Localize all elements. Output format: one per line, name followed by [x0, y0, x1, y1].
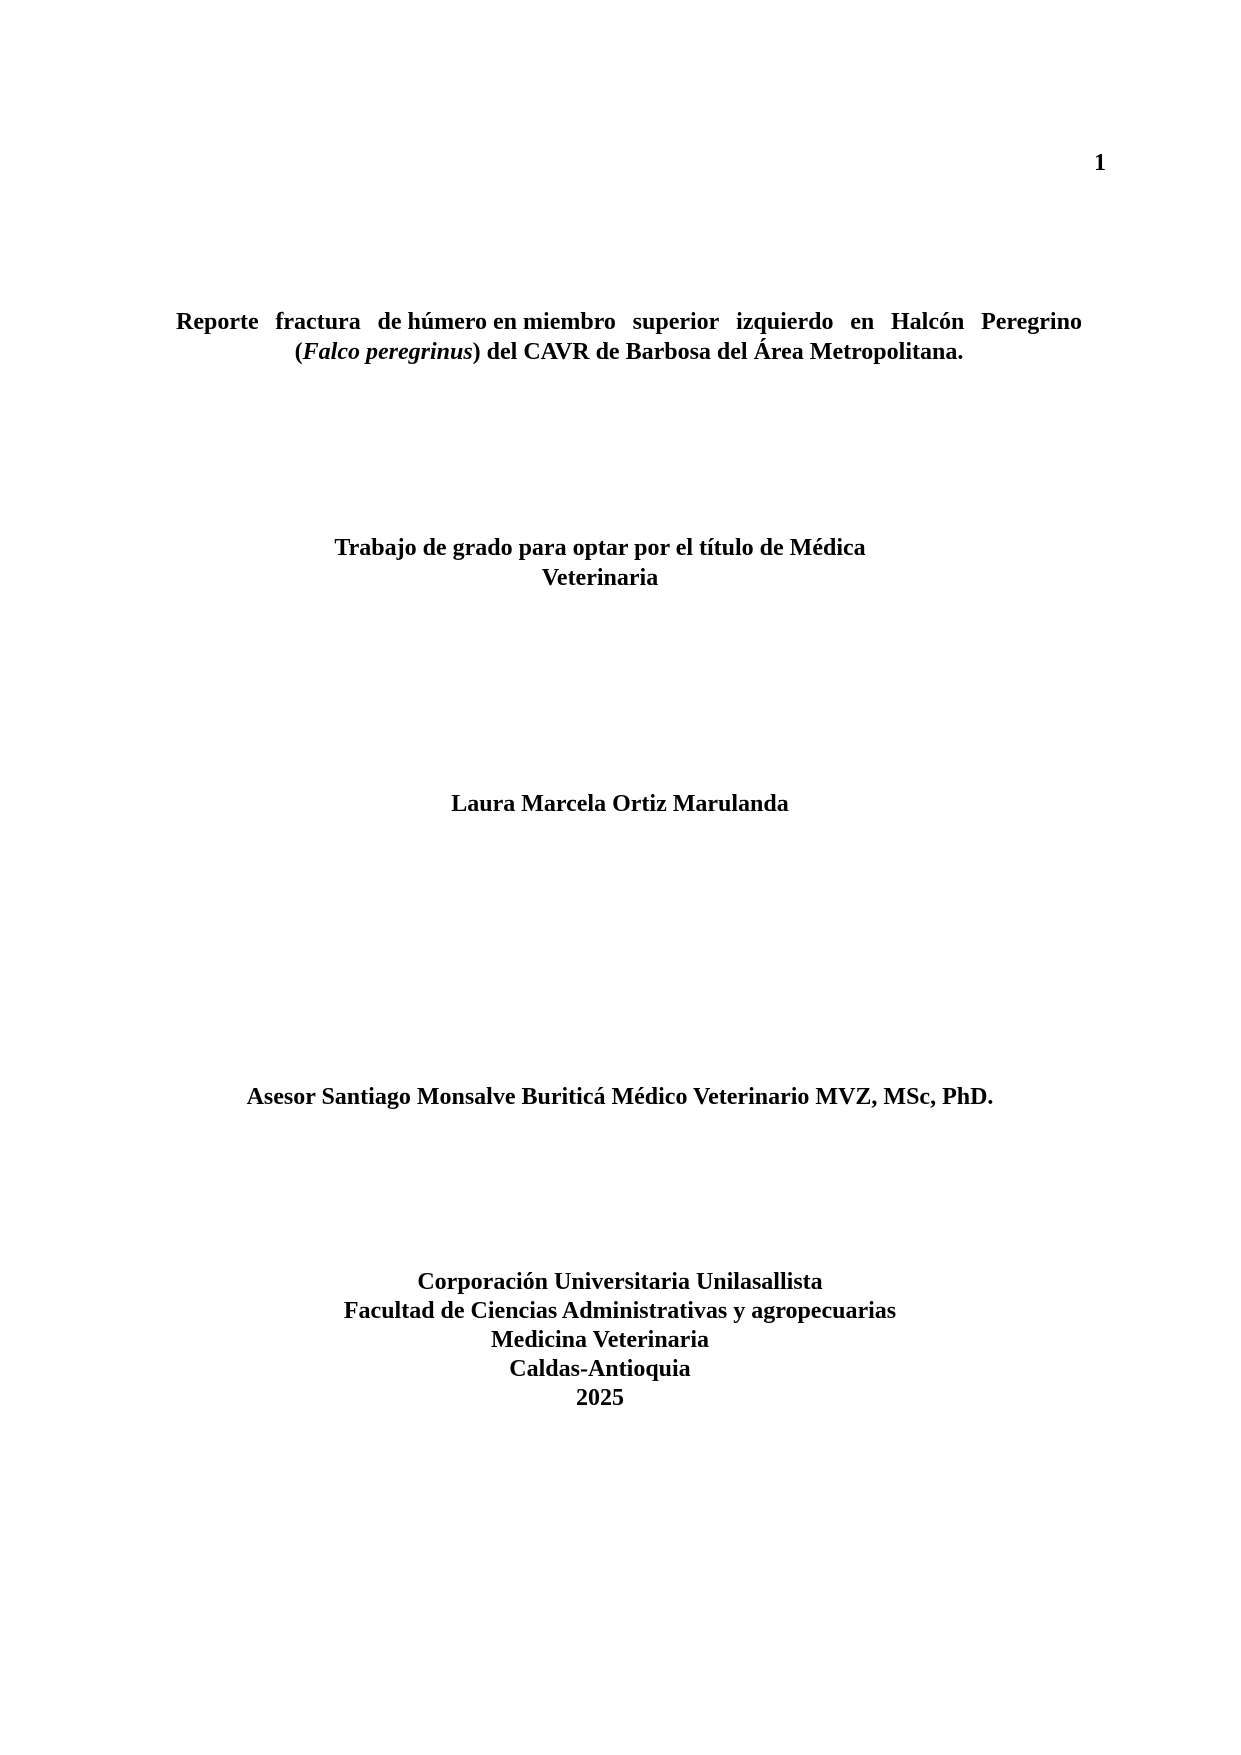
title-line-2-rest: ) del CAVR de Barbosa del Área Metropolitana.	[472, 339, 964, 365]
year: 2025	[576, 1385, 624, 1411]
institution-name: Corporación Universitaria Unilasallista	[417, 1269, 823, 1295]
title-paren-open: (	[294, 339, 303, 365]
title-word: izquierdo	[736, 309, 834, 335]
document-title	[176, 307, 1082, 367]
faculty-name: Facultad de Ciencias Administrativas y agropecuarias	[343, 1298, 897, 1324]
institution-block	[300, 1268, 940, 1413]
author-name: Laura Marcela Ortiz Marulanda	[451, 791, 789, 817]
title-word: en	[850, 309, 875, 335]
program-name: Medicina Veterinaria	[491, 1327, 709, 1353]
degree-line-2: Veterinaria	[541, 565, 659, 591]
degree-statement	[300, 533, 900, 593]
location: Caldas-Antioquia	[509, 1356, 691, 1382]
title-word: fractura	[275, 309, 361, 335]
title-line-1	[176, 307, 1082, 337]
species-name: Falco peregrinus	[302, 339, 473, 365]
title-word: superior	[632, 309, 720, 335]
title-word: Reporte	[176, 309, 259, 335]
advisor-line: Asesor Santiago Monsalve Buriticá Médico Veterinario MVZ, MSc, PhD.	[246, 1084, 994, 1110]
page-number: 1	[1094, 150, 1106, 176]
title-word: Peregrino	[981, 309, 1082, 335]
title-line-2	[176, 337, 1082, 367]
degree-line-1: Trabajo de grado para optar por el título de Médica	[334, 535, 866, 561]
title-word: de húmero en miembro	[377, 309, 616, 335]
title-word: Halcón	[890, 309, 965, 335]
